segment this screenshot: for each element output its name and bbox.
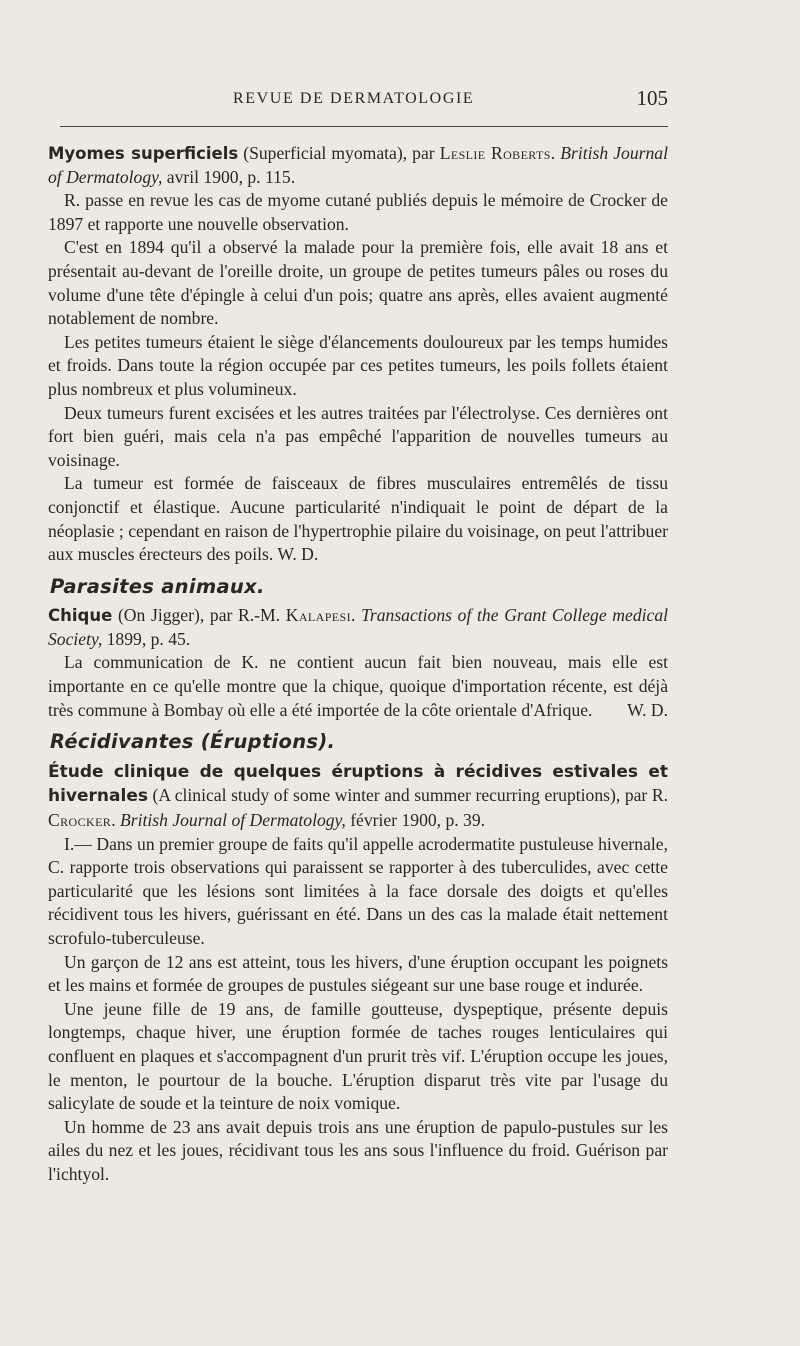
paragraph: R. passe en revue les cas de myome cutané publiés depuis le mémoire de Crocker de 1897 et rapporte une nouvelle observation. bbox=[48, 190, 668, 234]
entry-heading: Chique (On Jigger), par R.-M. Kalapesi. Transactions of the Grant College medical Society, 1899, p. 45. bbox=[48, 605, 669, 649]
entry-heading: Étude clinique de quelques éruptions à récidives estivales et hivernales (A clinical study of some winter and summer recurring eruptions), par R. Crocker. British Journal of Dermatology, février 1900, p. 39. bbox=[48, 761, 668, 831]
author-name: Kalapesi bbox=[285, 605, 351, 626]
paragraph: Un garçon de 12 ans est atteint, tous les hivers, d'une éruption occupant les poignets et les mains et formée de groupes de pustules siégeant sur une base rouge et indurée. bbox=[48, 951, 668, 996]
section-heading: Parasites animaux. bbox=[50, 574, 265, 598]
entry-title: Étude clinique de quelques éruptions à récidives estivales et hivernales bbox=[48, 761, 668, 807]
entry-title: Myomes superficiels bbox=[48, 144, 239, 163]
page-number: 105 bbox=[636, 86, 668, 110]
journal-name: Transactions of the Grant College medical Society, bbox=[48, 605, 669, 649]
paragraph: Une jeune fille de 19 ans, de famille goutteuse, dyspeptique, présente depuis longtemps, chaque hiver, une éruption formée de taches rouges lenticulaires qui confluent en plaques et s'accompagnent d'un prurit très vif. L'éruption occupe les joues, le menton, le pourtour de la bouche. L'éruption disparut très vite par l'usage du salicylate de soude et la teinture de noix vomique. bbox=[48, 998, 668, 1114]
entry-heading: Myomes superficiels (Superficial myomata), par Leslie Roberts. British Journal of Dermatology, avril 1900, p. 115. bbox=[48, 143, 668, 187]
journal-name: British Journal of Dermatology, bbox=[48, 143, 668, 187]
section-heading: Récidivantes (Éruptions). bbox=[50, 730, 336, 754]
paragraph: La tumeur est formée de faisceaux de fibres musculaires entremêlés de tissu conjonctif et élastique. Aucune particularité n'indiquait le point de départ de la néoplasie ; cependant en raison de l'hypertrophie pilaire du voisinage, on peut l'attribuer aux muscles érecteurs des poils. W. D. bbox=[48, 473, 668, 565]
paragraph: Deux tumeurs furent excisées et les autres traitées par l'électrolyse. Ces dernières ont fort bien guéri, mais cela n'a pas empêché l'apparition de nouvelles tumeurs au voisinage. bbox=[48, 402, 668, 470]
signature: W. D. bbox=[277, 544, 319, 565]
signature: W. D. bbox=[627, 699, 668, 720]
author-name: Crocker bbox=[48, 810, 112, 831]
journal-name: British Journal of Dermatology, bbox=[120, 810, 346, 831]
running-title: REVUE DE DERMATOLOGIE bbox=[233, 90, 475, 107]
author-name: Leslie Roberts bbox=[439, 143, 551, 163]
paragraph: C'est en 1894 qu'il a observé la malade pour la première fois, elle avait 18 ans et présentait au-devant de l'oreille droite, un groupe de petites tumeurs pâles ou roses du volume d'une tête d'épingle à celui d'un pois; quatre ans après, elles avaient augmenté notablement de nombre. bbox=[48, 237, 668, 329]
paragraph: La communication de K. ne contient aucun fait bien nouveau, mais elle est importante en ce qu'elle montre que la chique, quoique d'importation récente, est déjà très commune à Bombay où elle a été importée de la côte orientale d'Afrique. W. D. bbox=[48, 651, 668, 722]
entry-title: Chique bbox=[48, 606, 113, 626]
header-rule bbox=[60, 126, 668, 127]
article-body bbox=[48, 142, 668, 1187]
paragraph: I.— Dans un premier groupe de faits qu'il appelle acrodermatite pustuleuse hivernale, C. rapporte trois observations qui paraissent se rapporter à des tuberculides, avec cette particularité que les lésions sont limitées à la face dorsale des doigts et qu'elles récidivent tous les hivers, guérissant en été. Dans un des cas la malade était nettement scrofulo-tuberculeuse. bbox=[48, 833, 668, 948]
paragraph: Un homme de 23 ans avait depuis trois ans une éruption de papulo-pustules sur les ailes du nez et les joues, récidivant tous les ans sous l'influence du froid. Guérison par l'ichtyol. bbox=[48, 1116, 668, 1184]
running-header bbox=[48, 86, 668, 116]
paragraph: Les petites tumeurs étaient le siège d'élancements douloureux par les temps humides et froids. Dans toute la région occupée par ces petites tumeurs, les poils follets étaient plus nombreux et plus volumineux. bbox=[48, 331, 668, 399]
